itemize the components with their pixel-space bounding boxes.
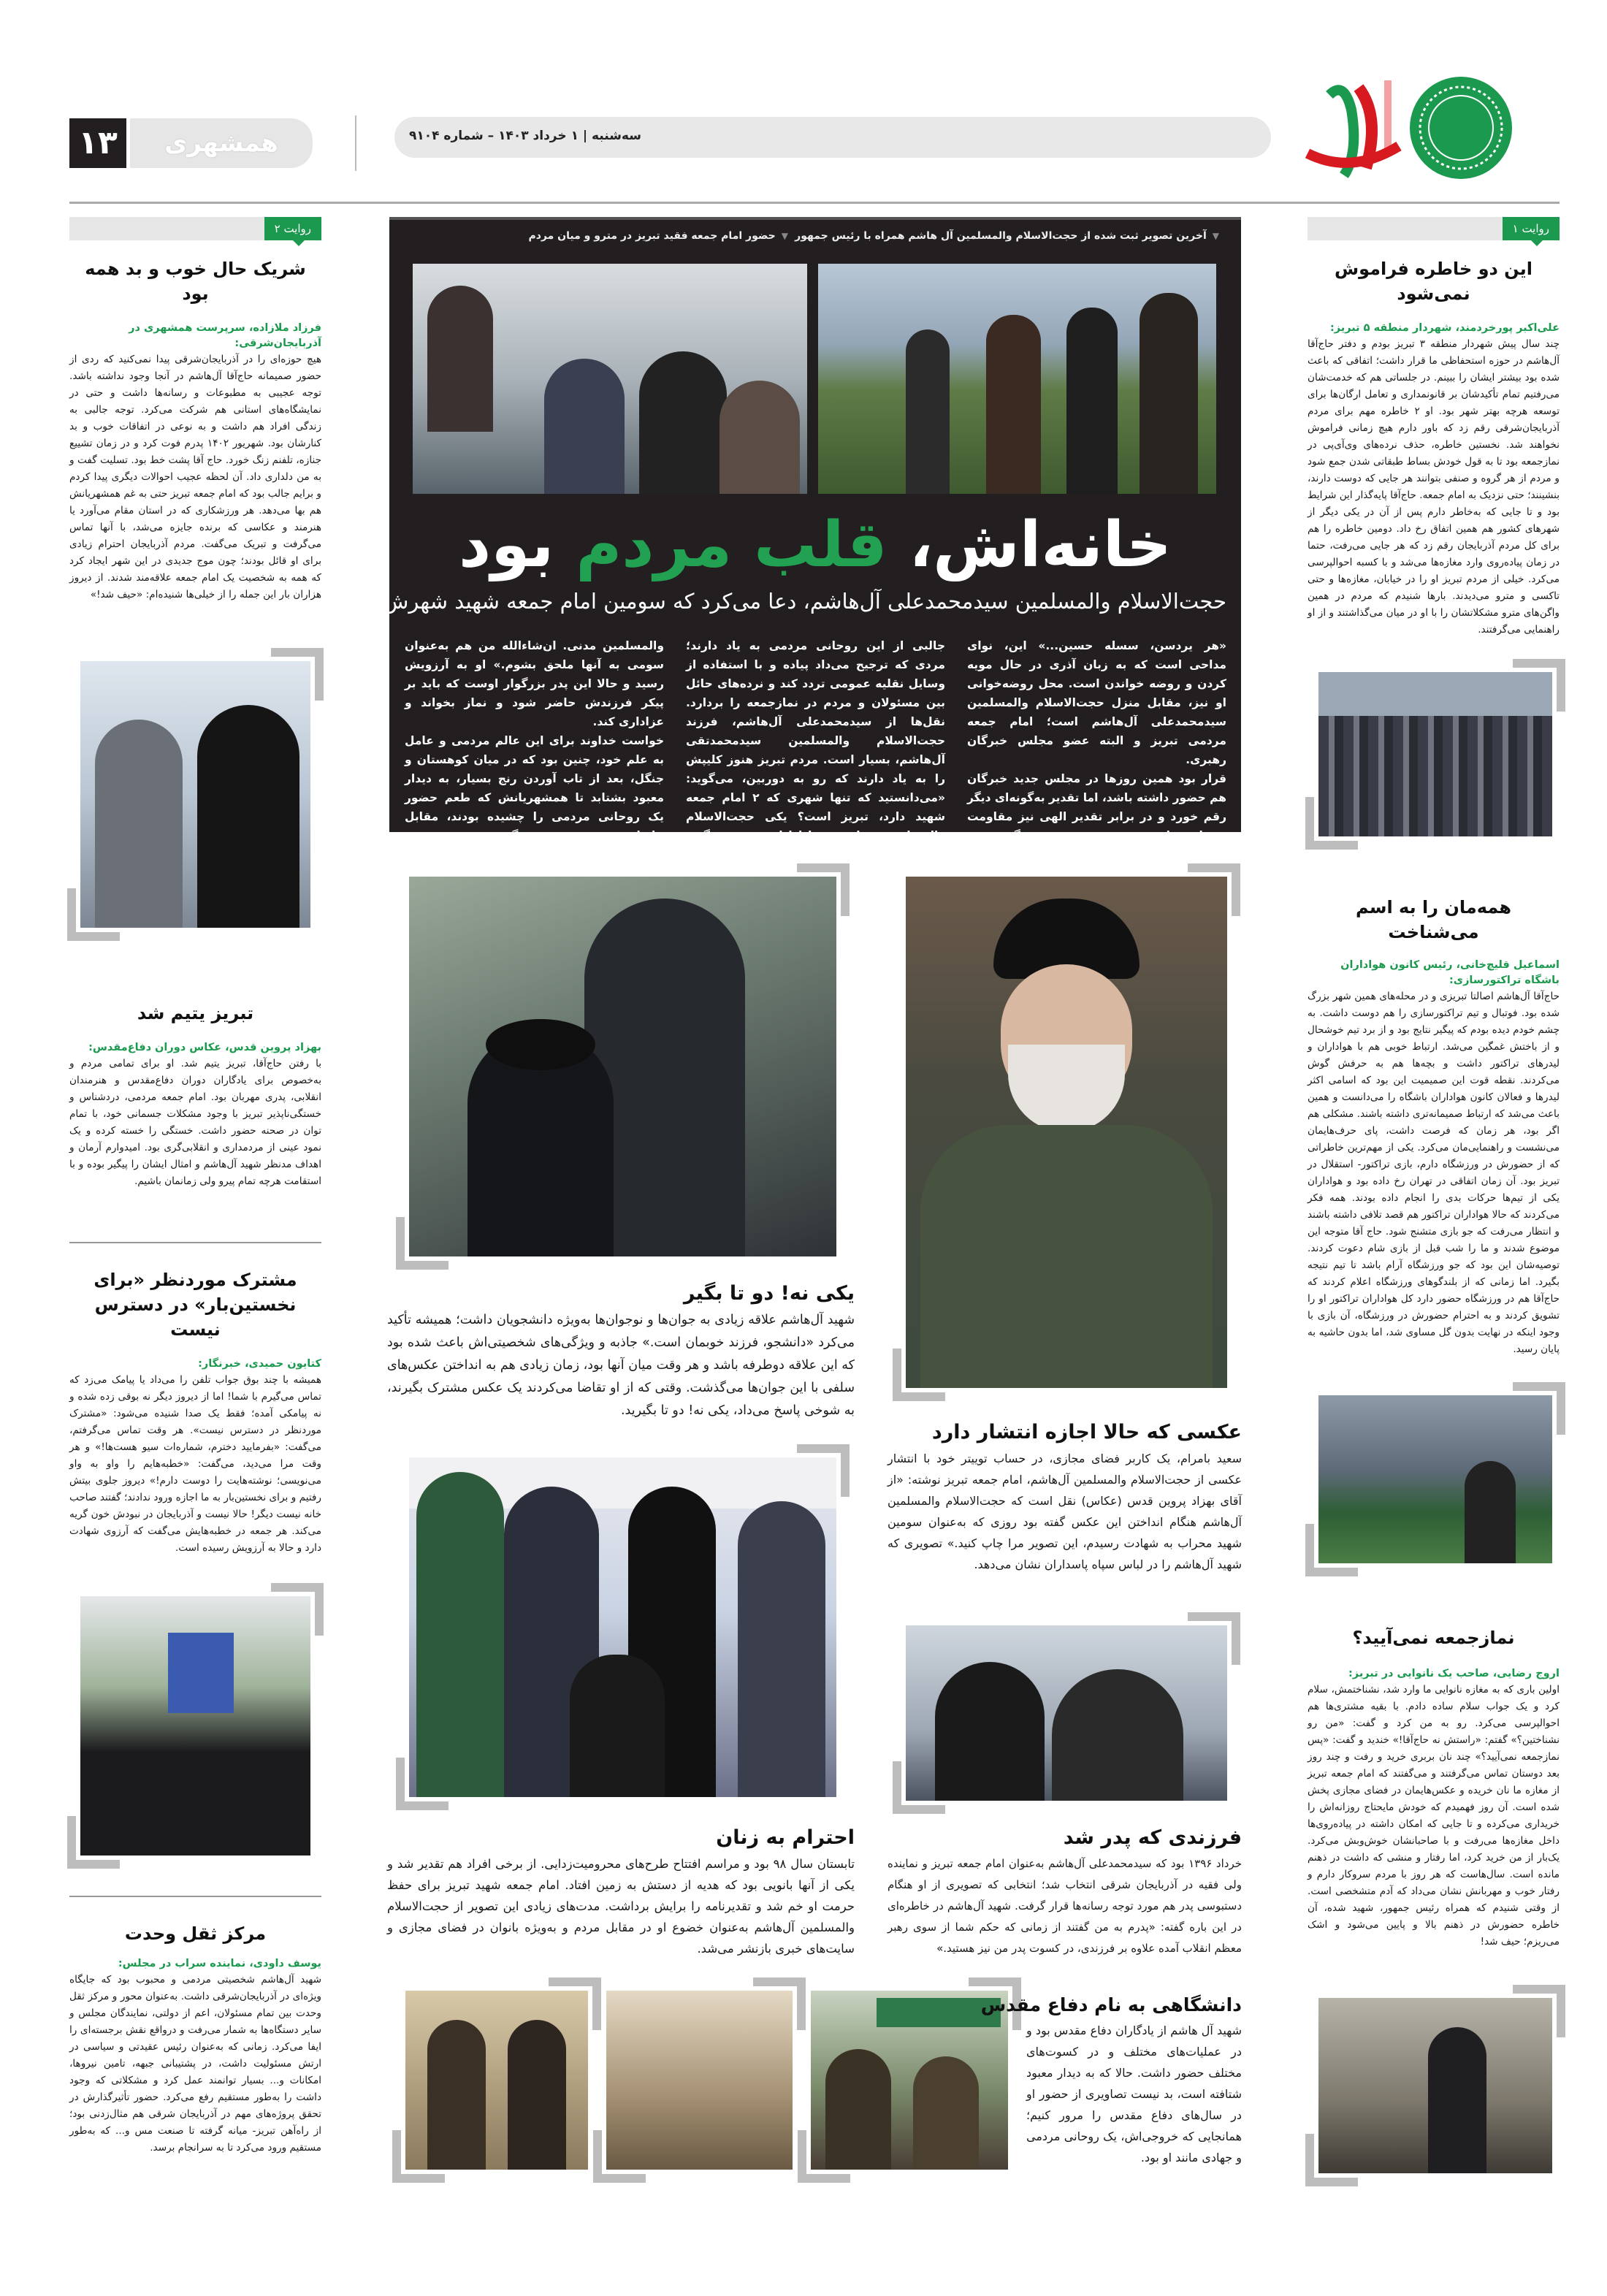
section-byline: اسماعیل قلیچ‌خانی، رئیس کانون هواداران باشگاه تراکتورسازی: (1340, 959, 1560, 986)
photo-bakery (1318, 1998, 1552, 2173)
left-column-section-4 (69, 1921, 321, 2191)
photo-selfie (409, 877, 836, 1256)
photo-metro (413, 264, 807, 494)
right-column-section-1 (1308, 217, 1560, 676)
story-body: سعید بامرام، یک کاربر فضای مجازی، در حساب توییتر خود با انتشار عکسی از حجت‌الاسلام والمسلمین آل‌هاشم، امام جمعه تبریز نوشته: «از آقای بهزاد پروین قدس (عکاس) نقل است که حجت‌الاسلام والمسلمین آل‌هاشم هنگام انداختن این عکس گفته بود روزی که به‌عنوان سومین شهید محراب به شهادت رسیدم، این تصویر مرا چاپ کنید.» تصویری که شهید آل‌هاشم را در لباس سپاه پاسداران نشان می‌دهد. (888, 1452, 1242, 1571)
section-byline: اروج رضایی، صاحب یک نانوایی در تبریز: (1348, 1668, 1560, 1679)
section-byline: فرزاد ملازاده، سرپرست همشهری در آذربایجان‌شرقی: (129, 322, 321, 349)
newspaper-logo (1242, 66, 1534, 190)
feature-column-3: والمسلمین مدنی. ان‌شاءالله من هم به‌عنوان سومی به آنها ملحق بشوم.» او به آرزویش رسید و حالا این پدر بزرگوار اوست که باید بر پیکر فرزندش حاضر شود و نماز بخواند و عزاداری کند. خواست خداوند برای این عالم مردمی و عامل به علم خود، چنین بود که در میان کوهستان و جنگل، بعد از تاب آوردن رنج بسیار، به دیدار معبود بشتابد تا همشهریانش که طعم حضور یک روحانی مردمی را چشیده بودند، مقابل خانه‌اش جمع شوند و بگویند «هر یردسن، سسله حسین...» (405, 639, 664, 861)
feature-column-2: جالبی از این روحانی مردمی به یاد دارند؛ مردی که ترجیح می‌داد پیاده و با استفاده از وسایل نقلیه عمومی تردد کند و نرده‌های حائل بین مسئولان و مردم در نمازجمعه را بردارد. نقل‌ها از سیدمحمدعلی آل‌هاشم، فرزند حجت‌الاسلام والمسلمین سیدمحمدتقی آل‌هاشم، بسیار است. مردم تبریز هنوز کلیپش را به یاد دارند که رو به دوربین، می‌گوید: «می‌دانستید که تنها شهری که ۲ امام جمعه شهید دارد، تبریز است؟ یکی حجت‌الاسلام والمسلمین قاضی طباطبایی، و دیگری حجت‌الاسلام (686, 639, 946, 861)
story-photo-permission (888, 1421, 1242, 1601)
photo-with-president (818, 264, 1216, 494)
section-byline: بهزاد پروین قدس، عکاس دوران دفاع‌مقدس: (88, 1042, 321, 1053)
story-title: احترام به زنان (716, 1826, 855, 1849)
left-column-section-3 (69, 1267, 321, 1576)
feature-box (335, 217, 1241, 861)
section-body: همیشه با چند بوق جواب تلفن را می‌داد یا پیامک می‌زد که تماس می‌گیرم با شما! اما از دیروز دیگر نه بوقی زده شده و نه پیامکی آمده؛ فقط یک صدا شنیده می‌شود: «مشترک موردنظر در دسترس نیست». هر وقت تماس می‌گرفتم، می‌گفت: «بفرمایید دخترم، شماره‌ات سیو هست‌ها!» و هر وقت مرا می‌دید، می‌گفت: «خطبه‌هایم را واو به واو می‌نویسی؛ نوشته‌هایت را دوست دارم!» دیروز جلوی بیتش رفتیم و برای نخستین‌بار به ما اجازه ورود ندادند؛ گفتند صاحب خانه نیست دیگر! حالا نیست و آذربایجان در نبودش خون گریه می‌کند. هر جمعه در خطبه‌هایش می‌گفت که آرزوی شهادت دارد و حالا به آرزویش رسیده است. (69, 1374, 321, 1554)
divider (355, 115, 356, 171)
story-son-became-father (888, 1826, 1242, 1985)
left-column-section-2 (69, 1001, 321, 1213)
story-title: عکسی که حالا اجازه انتشار دارد (931, 1421, 1242, 1443)
section-body: چند سال پیش شهردار منطقه ۳ تبریز بودم و دفتر حاج‌آقا آل‌هاشم در حوزه استحفاظی ما قرار داشت؛ اتفاقی که باعث شده بود بیشتر ایشان را ببینم. در جلساتی هم که خدمت‌شان می‌رفتیم تمام تأکیدشان بر قانونمداری و تعامل ارگان‌ها برای توسعه هرچه بهتر شهر بود. او ۲ خاطره مهم برای مردم آذربایجان‌شرقی رقم زد که باور دارم هیچ زمانی فراموش نخواهند شد. نخستین خاطره، حذف نرده‌های وی‌آی‌پی در نمازجمعه بود تا به قول خودش بساط طبقاتی شدن جمع شود و مردم از هر گروه و صنفی بتوانند هر جایی که دوست دارند، بنشینند؛ حتی نزدیک به امام جمعه. حاج‌آقا پایه‌گذار این شرایط بود و تا جایی که به‌خاطر دارم پس از آن در یکی دیگر از شهرهای کشور هم همین اتفاق رخ داد. دومین خاطره را هم برای کل مردم آذربایجان رقم زد که هر جایی می‌رفت، حتما در زمان پیاده‌روی وارد مغازه‌ها می‌شد و با کسبه احوالپرسی می‌کرد. خیلی از مردم تبریز او را در خیابان، مغازه‌ها و حتی تاکسی و مترو می‌دیدند. بارها شنیدم که مردم در همین واگن‌های مترو مشکلاتشان را با او در میان می‌گذاشتند و از او راهنمایی می‌گرفتند. (1308, 338, 1560, 636)
photo-caption-president: ▼ آخرین تصویر ثبت شده از حجت‌الاسلام والمسلمین آل هاشم همراه با رئیس جمهور (795, 230, 1219, 242)
main-headline: خانه‌اش، قلب مردم بود (458, 508, 1172, 581)
divider (69, 1242, 321, 1243)
photo-women-respect (409, 1457, 836, 1797)
photo-mourners (80, 1596, 310, 1856)
section-title: تبریز یتیم شد (137, 1003, 254, 1023)
story-body: شهید آل هاشم از یادگاران دفاع مقدس بود و در عملیات‌های مختلف و در کسوت‌های مختلف حضور داشت. حالا که به دیدار معبود شتافته است، بد نیست تصاویری از حضور او در سال‌های دفاع مقدس را مرور کنیم؛ همانجایی که خروجی‌اش، یک روحانی مردمی و جهادی مانند او بود. (1026, 2024, 1242, 2165)
feature-column-1: «هر یردسن، سسله حسین...» این، نوای مداحی است که به زبان آذری در حال مویه کردن و روضه خواندن است. محل روضه‌خوانی او نیز، مقابل منزل حجت‌الاسلام والمسلمین سیدمحمدعلی آل‌هاشم است؛ امام جمعه مردمی تبریز و البته عضو مجلس خبرگان رهبری. قرار بود همین روزها در مجلس جدید خبرگان هم حضور داشته باشد، اما تقدیر به‌گونه‌ای دیگر رقم خورد و در برابر تقدیر الهی نیز مقاومت بی‌فایده است. مردم تبریز و دیگر مردم آذربایجان شرقی، خاطرات و نکته‌های (967, 639, 1226, 861)
photo-hand-kiss (906, 1625, 1227, 1801)
story-body: تابستان سال ۹۸ بود و مراسم افتتاح طرح‌های محرومیت‌زدایی. از برخی افراد هم تقدیر شد و یکی از آنها بانویی بود که هدیه از دستش به زمین افتاد. امام جمعه شهید تبریز برای حفظ حرمت او خم شد و تقدیرنامه را برایش برداشت. مدت‌های زیادی این تصویر از حجت‌الاسلام والمسلمین آل‌هاشم به‌عنوان خضوع او در مقابل مردم و به‌ویژه بانوان در فضای مجازی و سایت‌های خبری بازنشر می‌شد. (387, 1857, 855, 1956)
story-body: خرداد ۱۳۹۶ بود که سیدمحمدعلی آل‌هاشم به‌عنوان امام جمعه تبریز و نماینده ولی فقیه در آذربایجان شرقی انتخاب شد؛ انتخابی که تصویری از او هنگام دستبوسی پدر هم مورد توجه رسانه‌ها قرار گرفت. شهید آل‌هاشم در خاطره‌ای در این باره گفته: «پدرم به من گفتند از زمانی که حکم شما از سوی رهبر معظم انقلاب آمده علاوه بر فرزندی، در کسوت پدر من نیز هستید.» (888, 1857, 1242, 1955)
sub-headline: حجت‌الاسلام والمسلمین سیدمحمدعلی آل‌هاشم، دعا می‌کرد که سومین امام جمعه شهید شهرش باشد (335, 589, 1226, 614)
right-column-section-3 (1308, 1625, 1560, 1985)
section-byline: یوسف داودی، نماینده سراب در مجلس: (118, 1958, 321, 1969)
section-title: مرکز ثقل وحدت (124, 1923, 267, 1944)
photo-war-2 (606, 1991, 793, 2170)
header-rule (69, 202, 1560, 204)
section-title: شریک حال خوب و بد همه بود (85, 259, 306, 304)
section-title: مشترک موردنظر «برای نخستین‌بار» در دسترس نیست (93, 1270, 297, 1340)
photo-caption-metro: ▼ حضور امام جمعه فقید تبریز در مترو و میان مردم (528, 230, 788, 242)
page-number: ۱۳ (69, 118, 126, 168)
section-title: همه‌مان را به اسم می‌شناخت (1356, 897, 1511, 942)
divider (69, 1896, 321, 1897)
issue-date: سه‌شنبه | ۱ خرداد ۱۴۰۳ – شماره ۹۱۰۴ (409, 129, 641, 143)
story-body: شهید آل‌هاشم علاقه زیادی به جوان‌ها و نوجوان‌ها به‌ویژه دانشجویان داشت؛ همیشه تأکید می‌کرد «دانشجو، فرزند خوبمان است.» جاذبه و ویژگی‌های شخصیتی‌اش باعث شده بود که این علاقه دوطرفه باشد و هر وقت میان آنها بود، زمان زیادی هم به انداختن عکس‌های سلفی با این جوان‌ها می‌گذشت. وقتی که از او تقاضا می‌کردند یک عکس مشترک بگیرند، به شوخی پاسخ می‌داد، یکی نه! دو تا بگیرید. (387, 1313, 855, 1418)
section-title: این دو خاطره فراموش نمی‌شود (1334, 259, 1533, 304)
section-body: هیچ حوزه‌ای را در آذربایجان‌شرقی پیدا نمی‌کنید که ردی از حضور صمیمانه حاج‌آقا آل‌هاشم در آنجا وجود نداشته باشد. توجه عجیبی به مطبوعات و رسانه‌ها داشت و حتی در نمایشگاه‌های استانی هم شرکت می‌کرد. توجه جالبی به زندگی افراد هم داشت و به نوعی در اتفاقات خوب و بد کنارشان بود. شهریور ۱۴۰۲ پدرم فوت کرد و در زمان تشییع جنازه، تلفنم زنگ خورد. حاج آقا پشت خط بود. تسلیت گفت و به من دلداری داد. آن لحظه عجیب احوالات دیگری پیدا کردم و برایم جالب بود که امام جمعه تبریز حتی به غم همشهریانش هم بها می‌دهد. هر ورزشکاری که در استان مقام می‌آورد یا هنرمند و عکاسی که برنده جایزه می‌شد، با آنها تماس می‌گرفت و تبریک می‌گفت. مردم آذربایجان احترام زیادی برای او قائل بودند؛ چون موج جدیدی در این شهر ایجاد کرد که همه به شخصیت یک امام جمعه علاقه‌مند شدند. از دیروز هزاران بار این جمله را از خیلی‌ها شنیده‌ام: «حیف شد!» (69, 354, 321, 600)
brand-name: همشهری (130, 118, 313, 168)
section-body: اولین باری که به مغازه نانوایی ما وارد شد، نشناختمش، سلام کرد و یک جواب سلام ساده دادم. با بقیه مشتری‌ها هم احوالپرسی می‌کرد. رو به من کرد و گفت: «من رو نشناختین؟» گفتم: «راستش نه حاج‌آقا!» خندید و گفت: «پس نمازجمعه نمی‌آیید؟» چند نان بربری خرید و رفت و چند روز بعد دوستان تماس می‌گرفتند و می‌گفتند که امام جمعه تبریز از مغازه ما نان خریده و عکس‌هایمان در فضای مجازی پخش شده است. آن روز فهمیدم که خودش مایحتاج روزانه‌اش را خریداری می‌کرده و تا جایی که امکان داشته در پیاده‌روی‌ها داخل مغازه‌ها می‌رفت و با صاحبانشان خوش‌وبش می‌کرد. یک‌بار از من خرید کرد، اما رفتار و منشی که داشت در ذهنم مانده است. سال‌هاست که هر روز با مردم سروکار دارم و رفتار خوب و مهربانش نشان می‌داد که آدم متشخصی است. از وقتی شنیدم که همراه رئیس جمهور، شهید شده، آن خاطره حضورش در ذهنم بالا و پایین می‌شود و اشک می‌ریزم؛ حیف شد! (1308, 1684, 1560, 1948)
story-title: فرزندی که پدر شد (1063, 1826, 1242, 1849)
story-holy-defense (980, 1994, 1242, 2195)
section-label: روایت ۱ (1308, 217, 1560, 240)
section-byline: علی‌اکبر پورخردمند، شهردار منطقه ۵ تبریز: (1329, 322, 1560, 334)
section-title: نمازجمعه نمی‌آیید؟ (1352, 1628, 1515, 1648)
story-title: دانشگاهی به نام دفاع مقدس (980, 1994, 1242, 2015)
section-body: شهید آل‌هاشم شخصیتی مردمی و محبوب بود که جایگاه ویژه‌ای در آذربایجان‌شرقی داشت. به‌عنوان محور و مرکز ثقل وحدت بین تمام مسئولان، اعم از دولتی، نمایندگان مجلس و سایر دستگاه‌ها به شمار می‌رفت و درواقع نقش برجسته‌ای را ایفا می‌کرد. زمانی که به‌عنوان رئیس عقیدتی و سیاسی در ارتش مسئولیت داشت، در پشتیبانی جبهه، تامین نیروها، امکانات و... بسیار توانمند عمل کرد و مشکلاتی که وجود داشت را به‌طور مستقیم رفع می‌کرد. حضور تأثیرگذارش در تحقق پروژه‌های مهم در آذربایجان شرقی هم مثال‌زدنی بود؛ از راه‌آهن تبریز- میانه گرفته تا صنعت مس و... که به‌طور مستقیم ورود می‌کرد تا به سرانجام برسد. (69, 1974, 321, 2154)
right-column-section-2 (1308, 895, 1560, 1397)
photo-portrait-uniform (906, 877, 1227, 1388)
left-column-section-1 (69, 217, 321, 673)
section-body: با رفتن حاج‌آقا، تبریز یتیم شد. او برای تمامی مردم و به‌خصوص برای یادگاران دوران دفاع‌مقدس و هنرمندان انقلابی، پدری مهربان بود. امام جمعه مردمی، دردشناس و خستگی‌ناپذیر تبریز با وجود مشکلات جسمانی خود، با تمام توان در صحنه حضور داشت. خستگی را خسته کرده و یک نمود عینی از مردمداری و انقلابی‌گری بود. امیدوارم آرمان و اهداف مدنظر شهید آل‌هاشم و امثال ایشان را پیگیر بوده و با استقامت هرچه تمام پیرو ولی زمانمان باشیم. (69, 1058, 321, 1187)
story-respect-women (387, 1826, 855, 1985)
story-title: یکی نه! دو تا بگیر (683, 1282, 855, 1305)
photo-award-hamshahri (80, 661, 310, 928)
photo-war-1 (405, 1991, 588, 2170)
section-byline: کتایون حمیدی، خبرنگار: (198, 1358, 321, 1370)
photo-stadium (1318, 1395, 1552, 1563)
section-label: روایت ۲ (69, 217, 321, 240)
story-selfie (387, 1282, 855, 1441)
photo-friday-prayer-crowd (1318, 672, 1552, 836)
photo-war-halabja (811, 1991, 1008, 2170)
section-body: حاج‌آقا آل‌هاشم اصالتا تبریزی و در محله‌های همین شهر بزرگ شده بود. فوتبال و تیم تراکتورسازی را هم دوست داشت. به چشم خودم دیده بودم که پیگیر نتایج بود و از برد تیم خوشحال و از باختش غمگین می‌شد. ارتباط خوبی هم با هواداران و لیدرهای تراکتور داشت و بچه‌ها هم به حرفش گوش می‌کردند. نقطه قوت این صمیمیت این بود که اسامی اکثر لیدرها و فعالان کانون هواداران باشگاه را می‌دانست و همین باعث می‌شد که ارتباط صمیمانه‌تری داشته باشند. مشکلی هم اگر بود، هر زمان که فرصت داشت، پای حرف‌هایمان می‌نشست و راهنمایی‌مان می‌کرد. یکی از مهم‌ترین خاطراتی که از حضورش در ورزشگاه دارم، بازی تراکتور- استقلال در تبریز بود. آن زمان اتفاقی در تهران رخ داده بود و هواداران یکی از تیم‌ها حرکات بدی را انجام داده بودند. همه فکر می‌کردند که حالا هواداران تراکتور هم قصد تلافی داشته باشند و انتظار می‌رفت که جو بازی متشنج شود. حاج آقا متوجه این موضوع شدند و ما را شب قبل از بازی شام دعوت کردند. توصیه‌شان این بود که جو ورزشگاه آرام باشد تا تیم نتیجه بگیرد. اما زمانی که از بلندگوهای ورزشگاه اعلام کردند که حاج‌آقا هم در ورزشگاه حضور دارد کل هواداران تراکتور او را تشویق کردند و به احترام حضورش در ورزشگاه، آن بازی با وجود اینکه در نهایت بدون گل مساوی شد، اما بدون حاشیه به پایان رسید. (1308, 991, 1560, 1355)
